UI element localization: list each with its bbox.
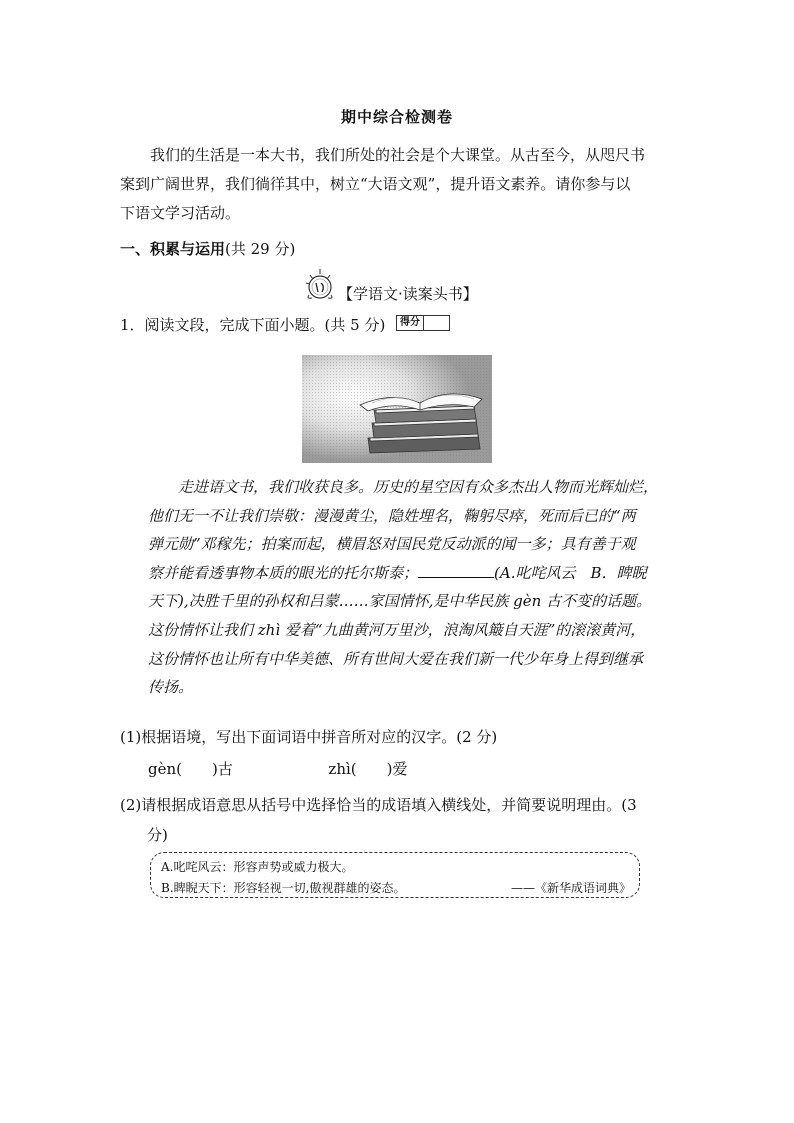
passage-line: 他们无一不让我们崇敬：漫漫黄尘，隐姓埋名，鞠躬尽瘁，死而后已的“两 bbox=[148, 506, 636, 525]
sub-question-1: (1)根据语境，写出下面词语中拼音所对应的汉字。(2 分) bbox=[120, 728, 498, 746]
passage-line: 这份情怀让我们 zhì 爱着“九曲黄河万里沙，浪淘风簸自天涯”的滚滚黄河， bbox=[148, 620, 646, 639]
section-points: (共 29 分) bbox=[225, 240, 296, 258]
intro-line: 我们的生活是一本大书，我们所处的社会是个大课堂。从古至今，从咫尺书 bbox=[150, 146, 646, 164]
score-box[interactable] bbox=[396, 315, 450, 331]
section-heading bbox=[120, 238, 295, 259]
score-label: 得分 bbox=[397, 316, 424, 330]
question-1: 1．阅读文段，完成下面小题。(共 5 分) bbox=[120, 316, 386, 334]
passage-line: 走进语文书，我们收获良多。历史的星空因有众多杰出人物而光辉灿烂， bbox=[178, 478, 659, 496]
pinyin-row bbox=[148, 758, 408, 779]
passage-text: 察并能看透事物本质的眼光的托尔斯泰； bbox=[148, 563, 419, 582]
book-stack bbox=[360, 394, 482, 453]
pinyin-item[interactable]: gèn( )古 bbox=[148, 760, 233, 778]
books-photo bbox=[302, 355, 492, 463]
intro-paragraph bbox=[120, 141, 680, 228]
pinyin-item[interactable]: zhì( )爱 bbox=[328, 760, 408, 778]
intro-line: 下语文学习活动。 bbox=[120, 204, 241, 222]
passage-text: (A.叱咤风云 B．睥睨 bbox=[494, 563, 647, 582]
section-label: 一、积累与运用 bbox=[120, 240, 226, 258]
sub-question-2 bbox=[120, 790, 637, 850]
passage-line: 天下),决胜千里的孙权和吕蒙……家国情怀,是中华民族 gèn 古不变的话题。 bbox=[148, 592, 652, 611]
sub-question-2-line: (2)请根据成语意思从括号中选择恰当的成语填入横线处，并简要说明理由。(3 bbox=[120, 796, 637, 814]
answer-blank[interactable] bbox=[418, 561, 494, 578]
page-title: 期中综合检测卷 bbox=[340, 108, 453, 126]
passage-line: 传扬。 bbox=[148, 678, 194, 697]
dictionary-entry-a: A.叱咤风云：形容声势或威力极大。 bbox=[161, 860, 354, 874]
subheading-text: 【学语文·读案头书】 bbox=[338, 285, 478, 303]
reading-passage bbox=[148, 473, 676, 702]
passage-line bbox=[148, 559, 676, 588]
dictionary-box bbox=[150, 852, 640, 898]
passage-line: 弹元勋”邓稼先；拍案而起，横眉怒对国民党反动派的闻一多；具有善于观 bbox=[148, 535, 636, 554]
intro-line: 案到广阔世界，我们徜徉其中，树立“大语文观”，提升语文素养。请你参与以 bbox=[120, 175, 631, 193]
passage-line: 这份情怀也让所有中华美德、所有世间大爱在我们新一代少年身上得到继承 bbox=[148, 649, 644, 668]
sub-question-2-line: 分) bbox=[147, 826, 168, 844]
dictionary-source: ——《新华成语词典》 bbox=[510, 881, 631, 895]
reading-badge-icon bbox=[300, 265, 338, 301]
dictionary-entry-b: B.睥睨天下：形容轻视一切,傲视群雄的姿态。 bbox=[161, 881, 406, 895]
